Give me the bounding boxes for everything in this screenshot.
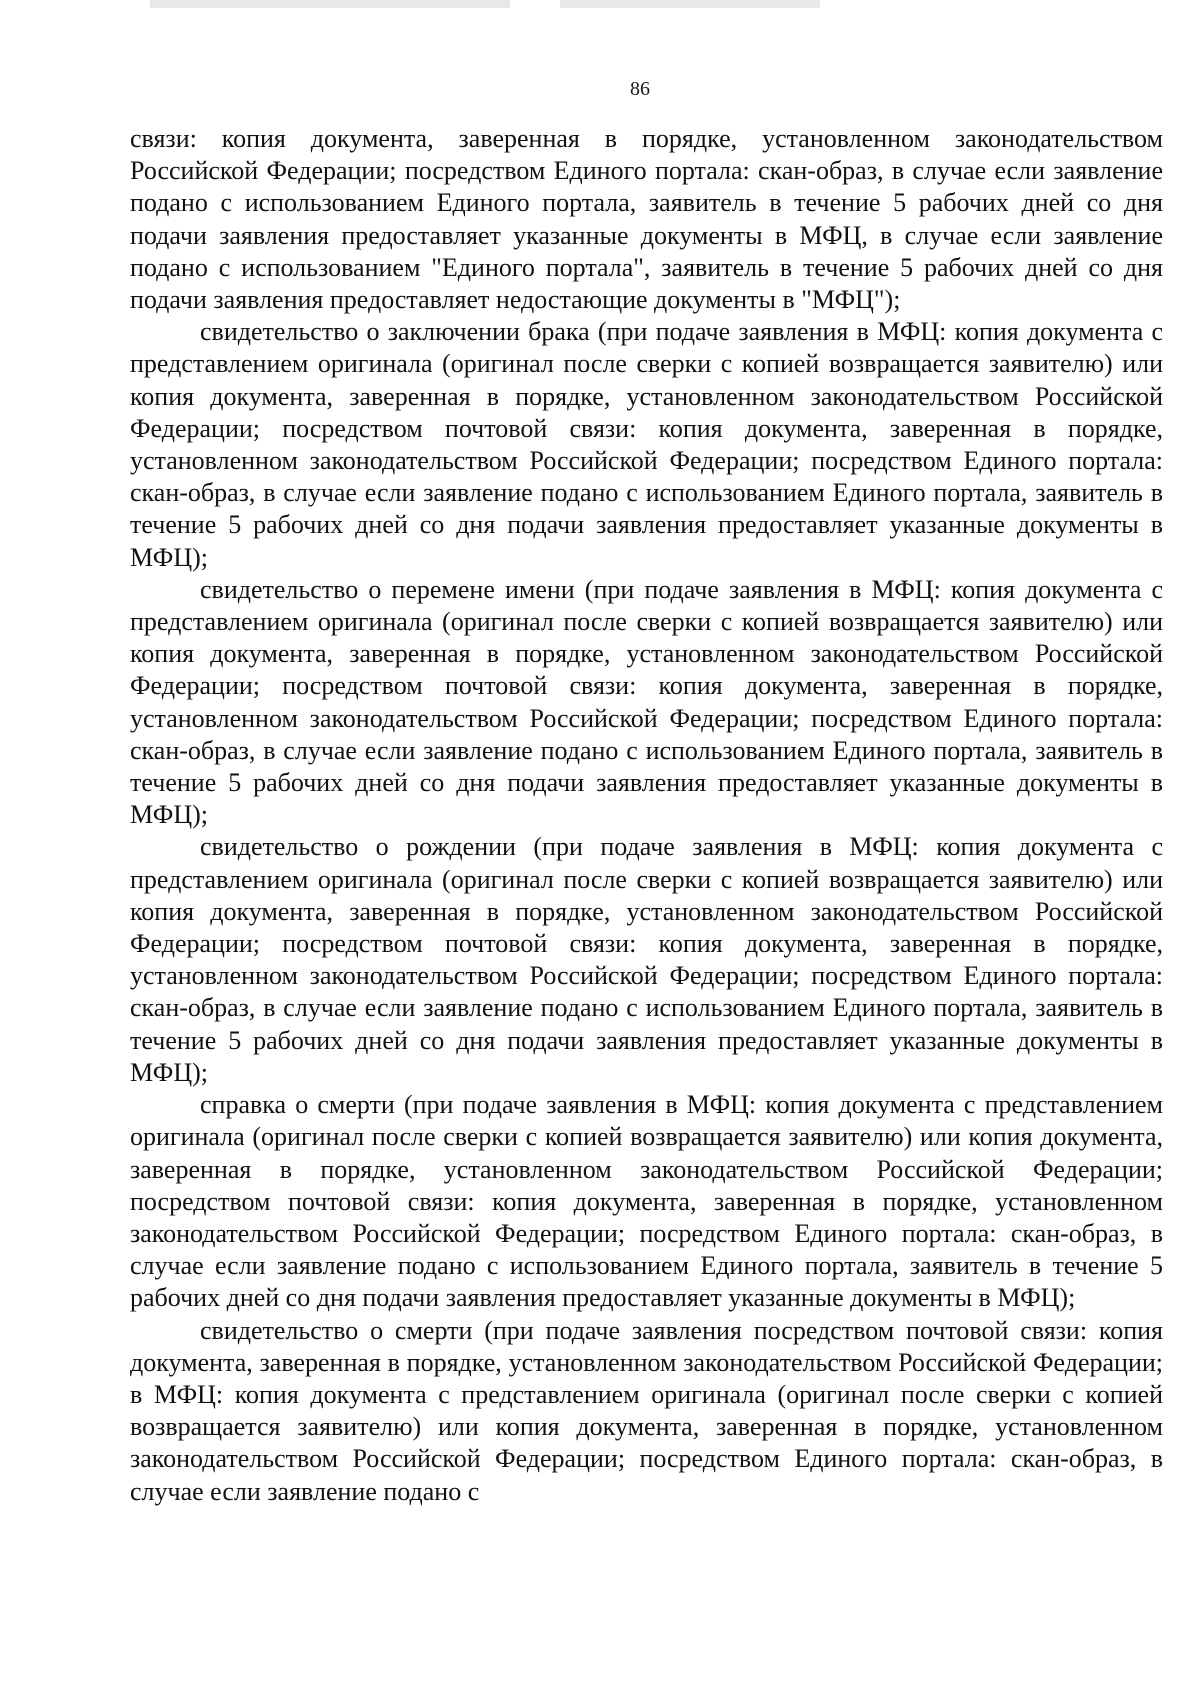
paragraph-continuation: связи: копия документа, заверенная в порядке, установленном законодательством Российской Федерации; посредством Единого портала: скан-образ, в случае если заявление подано с использованием Единого портала, заявитель в течение 5 рабочих дней со дня подачи заявления предоставляет указанные документы в МФЦ, в случае если заявление подано с использованием "Единого портала", заявитель в течение 5 рабочих дней со дня подачи заявления предоставляет недостающие документы в "МФЦ"); <box>130 124 1163 315</box>
scan-edge-mark <box>150 0 510 8</box>
paragraph-death-notice: справка о смерти (при подаче заявления в МФЦ: копия документа с представлением оригинала (оригинал после сверки с копией возвращается заявителю) или копия документа, заверенная в порядке, установленном законодательством Российской Федерации; посредством почтовой связи: копия документа, заверенная в порядке, установленном законодательством Российской Федерации; посредством Единого портала: скан-образ, в случае если заявление подано с использованием Единого портала, заявитель в течение 5 рабочих дней со дня подачи заявления предоставляет указанные документы в МФЦ); <box>130 1090 1163 1313</box>
paragraph-death-certificate: свидетельство о смерти (при подаче заявления посредством почтовой связи: копия документа, заверенная в порядке, установленном законодательством Российской Федерации; в МФЦ: копия документа с представлением оригинала (оригинал после сверки с копией возвращается заявителю) или копия документа, заверенная в порядке, установленном законодательством Российской Федерации; посредством Единого портала: скан-образ, в случае если заявление подано с <box>130 1315 1163 1506</box>
paragraph-name-change-certificate: свидетельство о перемене имени (при подаче заявления в МФЦ: копия документа с представлением оригинала (оригинал после сверки с копией возвращается заявителю) или копия документа, заверенная в порядке, установленном законодательством Российской Федерации; посредством почтовой связи: копия документа, заверенная в порядке, установленном законодательством Российской Федерации; посредством Единого портала: скан-образ, в случае если заявление подано с использованием Единого портала, заявитель в течение 5 рабочих дней со дня подачи заявления предоставляет указанные документы в МФЦ); <box>130 574 1163 830</box>
paragraph-birth-certificate: свидетельство о рождении (при подаче заявления в МФЦ: копия документа с представлением оригинала (оригинал после сверки с копией возвращается заявителю) или копия документа, заверенная в порядке, установленном законодательством Российской Федерации; посредством почтовой связи: копия документа, заверенная в порядке, установленном законодательством Российской Федерации; посредством Единого портала: скан-образ, в случае если заявление подано с использованием Единого портала, заявитель в течение 5 рабочих дней со дня подачи заявления предоставляет указанные документы в МФЦ); <box>130 832 1163 1087</box>
scan-edge-mark <box>560 0 820 8</box>
paragraph-marriage-certificate: свидетельство о заключении брака (при подаче заявления в МФЦ: копия документа с представлением оригинала (оригинал после сверки с копией возвращается заявителю) или копия документа, заверенная в порядке, установленном законодательством Российской Федерации; посредством почтовой связи: копия документа, заверенная в порядке, установленном законодательством Российской Федерации; посредством Единого портала: скан-образ, в случае если заявление подано с использованием Единого портала, заявитель в течение 5 рабочих дней со дня подачи заявления предоставляет указанные документы в МФЦ); <box>130 317 1163 572</box>
document-body <box>130 123 1163 1508</box>
page-number: 86 <box>630 78 650 100</box>
